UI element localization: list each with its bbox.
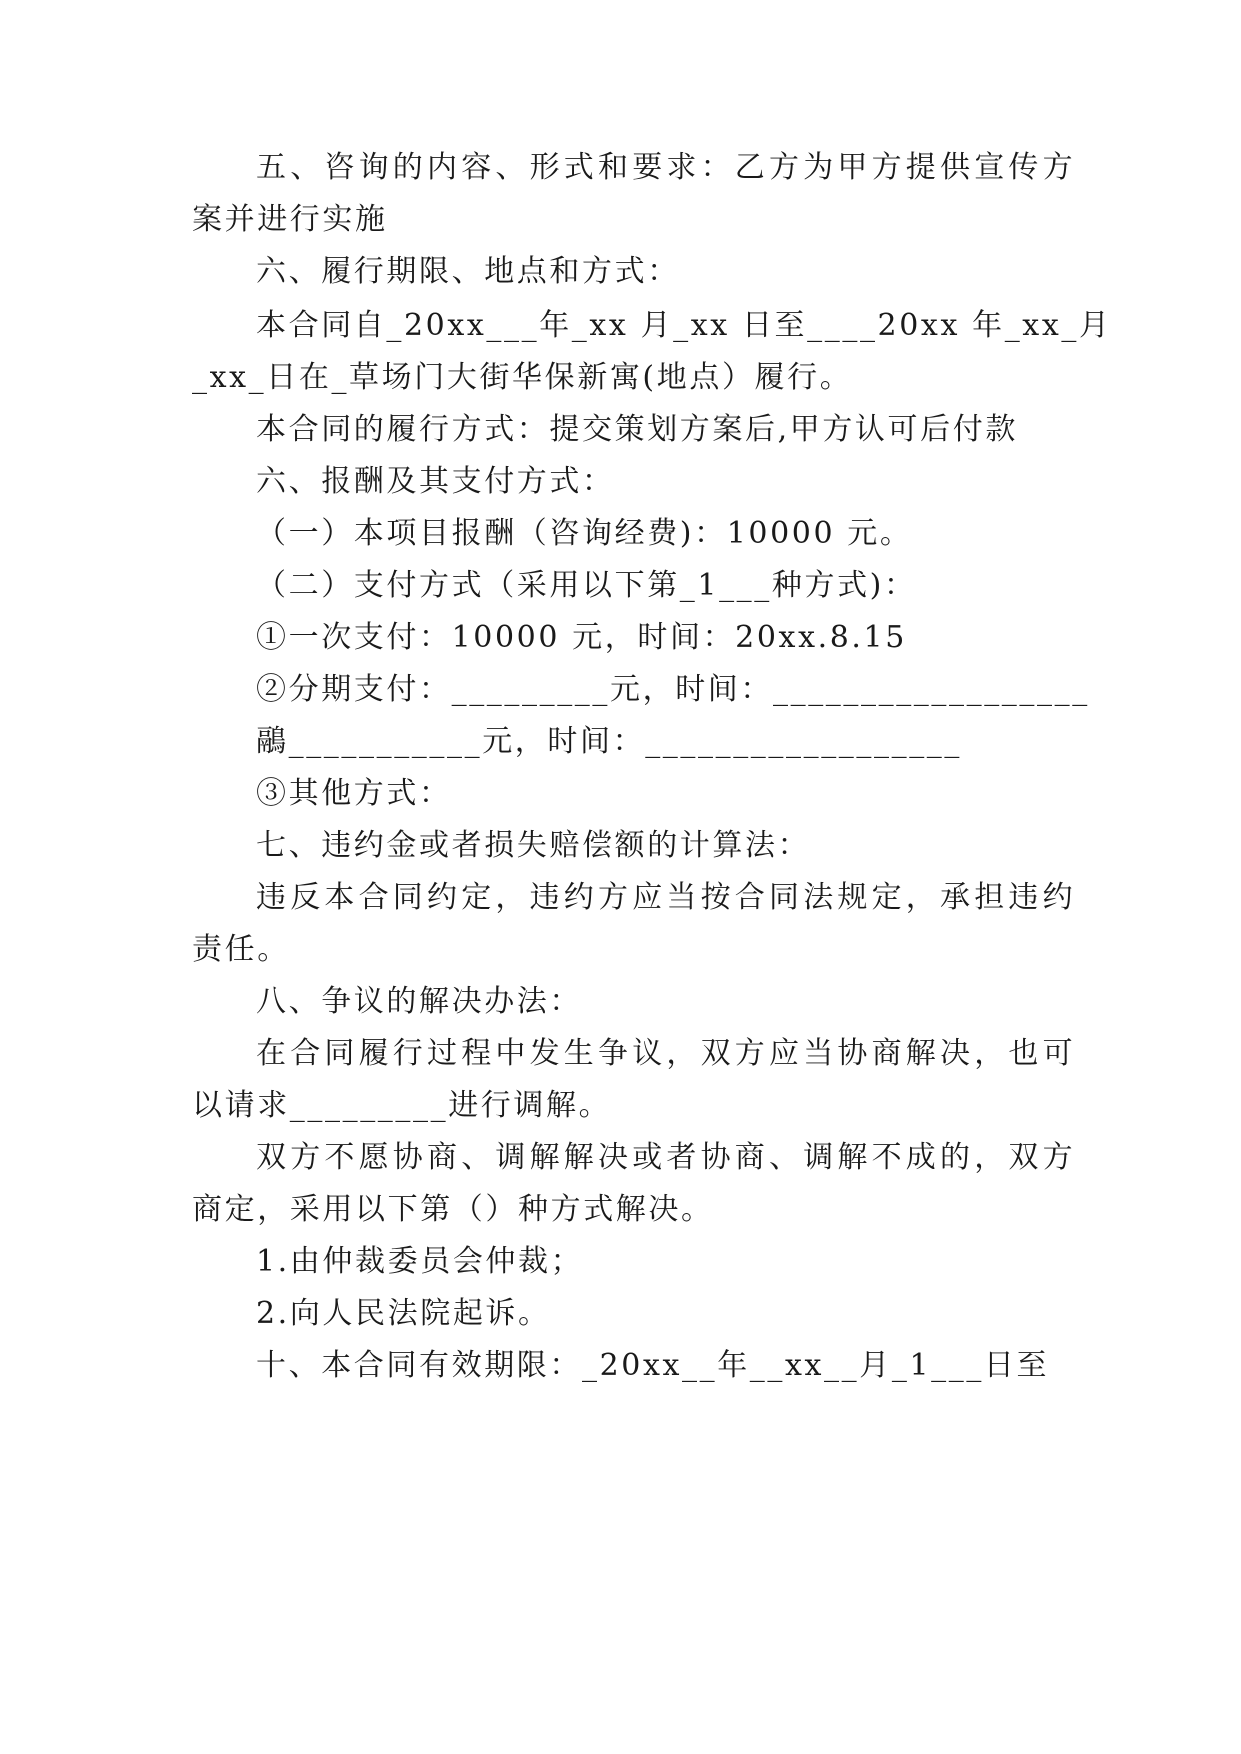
installment-payment: ②分期支付：_________元，时间：__________________ bbox=[256, 672, 1090, 707]
option-court: 2.向人民法院起诉。 bbox=[256, 1296, 551, 1331]
section-5-heading: 五、咨询的内容、形式和要求：乙方为甲方提供宣传方 bbox=[256, 150, 1077, 185]
contract-period-line: 本合同自_20xx___年_xx 月_xx 日至____20xx 年_xx_月 bbox=[256, 308, 1112, 343]
breach-clause-continued: 责任。 bbox=[192, 932, 290, 967]
performance-method-line: 本合同的履行方式：提交策划方案后,甲方认可后付款 bbox=[256, 412, 1018, 447]
payment-method-line: （二）支付方式（采用以下第_1___种方式)： bbox=[256, 568, 917, 603]
breach-clause: 违反本合同约定，违约方应当按合同法规定，承担违约 bbox=[256, 880, 1077, 915]
contract-location-line: _xx_日在_草场门大街华保新寓(地点）履行。 bbox=[192, 360, 853, 395]
section-6-heading: 六、履行期限、地点和方式： bbox=[256, 254, 680, 289]
installment-payment-2: 鷊___________元，时间：__________________ bbox=[256, 724, 962, 759]
remuneration-heading: 六、报酬及其支付方式： bbox=[256, 464, 615, 499]
arbitration-clause-continued: 商定，采用以下第（）种方式解决。 bbox=[192, 1192, 714, 1227]
section-8-heading: 八、争议的解决办法： bbox=[256, 984, 582, 1019]
remuneration-amount: （一）本项目报酬（咨询经费)：10000 元。 bbox=[256, 516, 913, 551]
lump-sum-payment: ①一次支付：10000 元，时间：20xx.8.15 bbox=[256, 620, 907, 655]
dispute-clause-continued: 以请求_________进行调解。 bbox=[192, 1088, 612, 1123]
dispute-clause: 在合同履行过程中发生争议，双方应当协商解决，也可 bbox=[256, 1036, 1077, 1071]
other-payment-method: ③其他方式： bbox=[256, 776, 452, 811]
section-7-heading: 七、违约金或者损失赔偿额的计算法： bbox=[256, 828, 811, 863]
section-10-validity: 十、本合同有效期限：_20xx__年__xx__月_1___日至 bbox=[256, 1348, 1050, 1383]
arbitration-clause: 双方不愿协商、调解解决或者协商、调解不成的，双方 bbox=[256, 1140, 1077, 1175]
section-5-continued: 案并进行实施 bbox=[192, 202, 388, 237]
option-arbitration: 1.由仲裁委员会仲裁； bbox=[256, 1244, 584, 1279]
